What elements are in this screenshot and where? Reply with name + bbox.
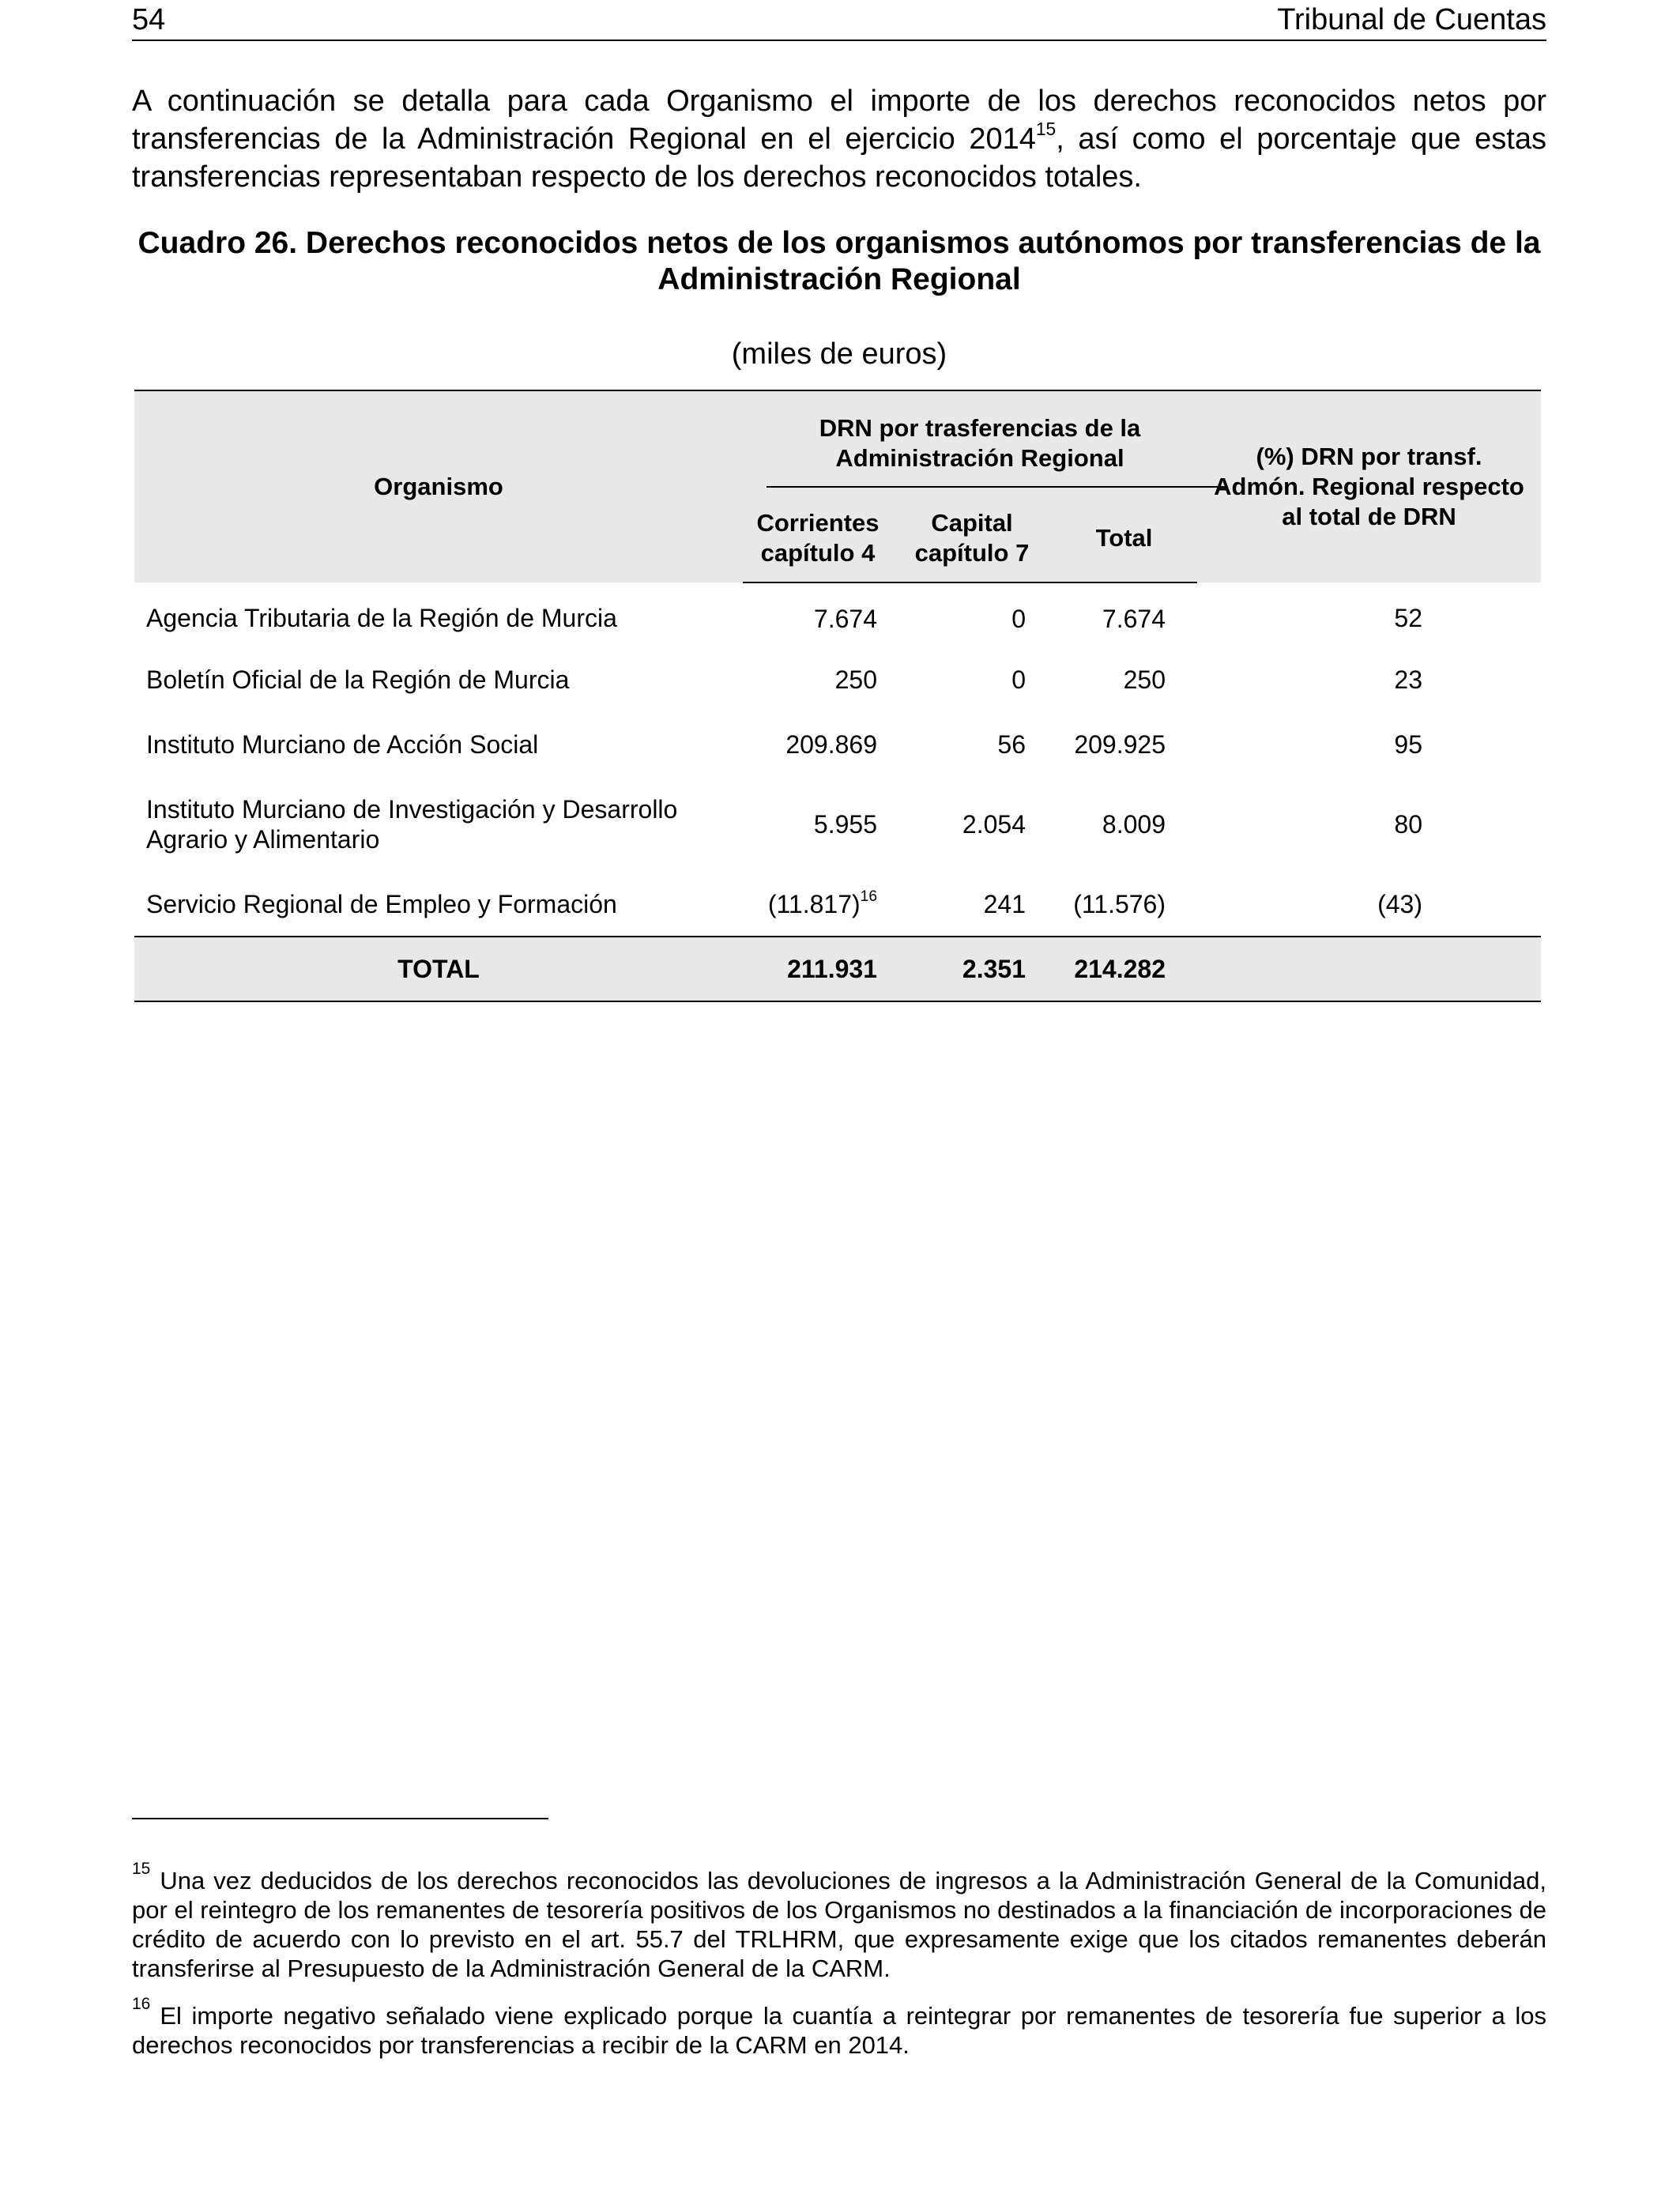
footnote-text: El importe negativo señalado viene explicado porque la cuantía a reintegrar por remanentes de tesorería fue superior a los derechos reconocidos por transferencias a recibir de la CARM en 2014. bbox=[132, 2002, 1546, 2059]
header-group-rule bbox=[767, 486, 1226, 488]
table-row bbox=[134, 582, 1541, 647]
table-row bbox=[134, 777, 1541, 872]
cell-capital: 2.054 bbox=[962, 810, 1026, 839]
table-units: (miles de euros) bbox=[731, 337, 947, 371]
footnote-15 bbox=[132, 1860, 1546, 1983]
header-pct: (%) DRN por transf. Admón. Regional respecto al total de DRN bbox=[1197, 390, 1541, 582]
footnote-16 bbox=[132, 1995, 1546, 2060]
cell-corrientes bbox=[743, 777, 893, 872]
cell-organismo: Instituto Murciano de Investigación y Desarrollo Agrario y Alimentario bbox=[146, 795, 678, 854]
total-row bbox=[134, 937, 1541, 1001]
cell-total: 209.925 bbox=[1074, 730, 1166, 759]
running-header bbox=[132, 0, 1546, 41]
table-caption: Cuadro 26. Derechos reconocidos netos de los organismos autónomos por transferencias de la Administración Regional bbox=[137, 226, 1541, 296]
page-number: 54 bbox=[132, 3, 166, 36]
cell-corrientes-value: 5.955 bbox=[813, 810, 877, 839]
footnote-mark: 16 bbox=[132, 1995, 151, 2014]
cell-corrientes-value: 209.869 bbox=[785, 730, 877, 759]
cell-total: 8.009 bbox=[1102, 810, 1166, 839]
cell-pct: 23 bbox=[1394, 665, 1422, 694]
cell-total: 250 bbox=[1123, 665, 1166, 694]
table-row bbox=[134, 647, 1541, 712]
cell-pct: 95 bbox=[1394, 730, 1422, 759]
cell-organismo: Servicio Regional de Empleo y Formación bbox=[146, 889, 617, 918]
table-row bbox=[134, 712, 1541, 777]
cell-corrientes-value: (11.817) bbox=[767, 889, 861, 918]
table-row bbox=[134, 872, 1541, 937]
header-corrientes-label: Corrientes capítulo 4 bbox=[756, 508, 880, 567]
cell-corrientes bbox=[743, 712, 893, 777]
header-total: Total bbox=[1051, 488, 1197, 582]
footnote-ref-15[interactable]: 15 bbox=[1035, 118, 1057, 139]
footnote-mark: 15 bbox=[132, 1860, 151, 1879]
header-corrientes bbox=[743, 488, 893, 582]
header-drn-group bbox=[743, 390, 1197, 488]
cell-corrientes bbox=[743, 872, 893, 937]
cell-corrientes bbox=[743, 647, 893, 712]
header-organismo: Organismo bbox=[134, 390, 743, 582]
cell-capital: 241 bbox=[983, 889, 1026, 918]
total-corrientes: 211.931 bbox=[743, 937, 893, 1001]
footnote-text: Una vez deducidos de los derechos reconocidos las devoluciones de ingresos a la Administración General de la Comunidad, por el reintegro de los remanentes de tesorería positivos de los Organismos no destinados a la financiación de incorporaciones de crédito de acuerdo con lo previsto en el art. 55.7 del TRLHRM, que expresamente exige que los citados remanentes deberán transferirse al Presupuesto de la Administración General de la CARM. bbox=[132, 1867, 1546, 1982]
drn-table bbox=[134, 390, 1541, 1002]
intro-text-after: , así como el porcentaje que estas transferencias representaban respecto de los derechos reconocidos totales. bbox=[132, 123, 1547, 194]
cell-capital: 0 bbox=[1011, 604, 1026, 633]
total-capital: 2.351 bbox=[893, 937, 1051, 1001]
cell-organismo: Instituto Murciano de Acción Social bbox=[146, 730, 539, 759]
cell-total: 7.674 bbox=[1102, 604, 1166, 633]
header-capital bbox=[893, 488, 1051, 582]
header-capital-label: Capital capítulo 7 bbox=[914, 508, 1030, 567]
table-container bbox=[134, 390, 1541, 1002]
total-total: 214.282 bbox=[1051, 937, 1197, 1001]
intro-text-before: A continuación se detalla para cada Organismo el importe de los derechos reconocidos netos por transferencias de la Administración Regional en el ejercicio 2014 bbox=[132, 85, 1546, 156]
cell-organismo: Agencia Tributaria de la Región de Murcia bbox=[146, 604, 617, 632]
header-drn-group-label: DRN por trasferencias de la Administración Regional bbox=[819, 414, 1141, 472]
footnote-separator bbox=[132, 1818, 548, 1819]
cell-corrientes-value: 250 bbox=[834, 665, 877, 694]
publisher-name: Tribunal de Cuentas bbox=[1277, 3, 1546, 36]
cell-pct: 52 bbox=[1394, 604, 1422, 632]
cell-pct: (43) bbox=[1377, 889, 1422, 918]
cell-organismo: Boletín Oficial de la Región de Murcia bbox=[146, 665, 570, 694]
intro-paragraph bbox=[132, 82, 1546, 196]
cell-pct: 80 bbox=[1394, 810, 1422, 839]
total-pct bbox=[1197, 937, 1541, 1001]
cell-capital: 56 bbox=[997, 730, 1026, 759]
total-label: TOTAL bbox=[134, 937, 743, 1001]
cell-total: (11.576) bbox=[1073, 889, 1166, 918]
cell-capital: 0 bbox=[1011, 665, 1026, 694]
cell-corrientes bbox=[743, 582, 893, 647]
cell-corrientes-value: 7.674 bbox=[813, 604, 877, 633]
footnote-ref-16[interactable]: 16 bbox=[860, 888, 877, 906]
